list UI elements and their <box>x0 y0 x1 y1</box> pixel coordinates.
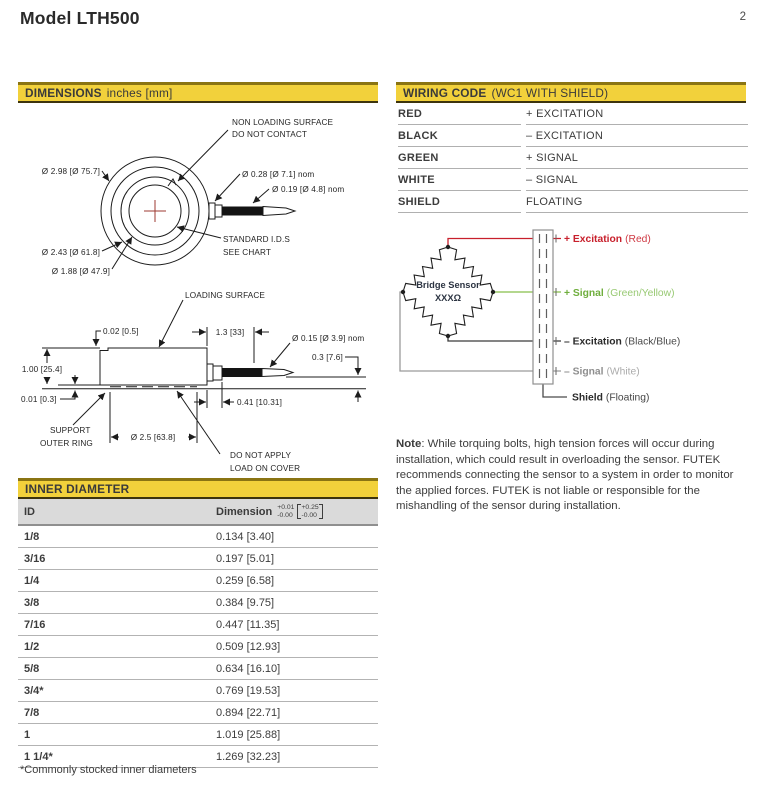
svg-text:DO NOT CONTACT: DO NOT CONTACT <box>232 130 308 139</box>
dimensions-units: inches [mm] <box>106 86 173 100</box>
wire-function: – SIGNAL <box>526 169 748 191</box>
wiring-row <box>398 169 748 191</box>
connector-length-label: 0.41 [10.31] <box>237 398 283 407</box>
id-value: 3/16 <box>18 548 214 570</box>
pos-signal-label: + Signal (Green/Yellow) <box>564 288 675 299</box>
inner-diameter-row <box>18 548 378 570</box>
cable-jacket <box>533 230 553 384</box>
cable-tip <box>263 207 295 216</box>
sensor-body <box>100 348 207 385</box>
id-value: 1 1/4* <box>18 746 214 768</box>
top-view-drawing <box>42 118 345 276</box>
wire-color: GREEN <box>398 147 521 169</box>
dimension-value: 0.509 [12.93] <box>214 636 378 658</box>
page-title: Model LTH500 <box>20 8 140 28</box>
wiring-row <box>398 147 748 169</box>
dimension-value: 0.384 [9.75] <box>214 592 378 614</box>
dimensions-section-header <box>18 82 378 103</box>
neg-excitation-label: – Excitation (Black/Blue) <box>564 336 681 348</box>
dimension-value: 0.447 [11.35] <box>214 614 378 636</box>
page-number: 2 <box>739 11 746 23</box>
bridge-ohms-label: XXXΩ <box>434 293 462 303</box>
table-footnote: *Commonly stocked inner diameters <box>20 764 197 776</box>
inner-diameter-row <box>18 525 378 548</box>
id-value: 5/8 <box>18 658 214 680</box>
wire-color: RED <box>398 103 521 125</box>
wiring-row <box>398 191 748 213</box>
installation-note: Note: While torquing bolts, high tension forces will occur during installation, which could result in overloading the sensor. FUTEK recommends connecting the sensor to a system in order to monitor the applied forces. FUTEK is not liable or responsible for the mishandling of the sensor during installation. <box>396 438 734 513</box>
dimension-value: 1.269 [32.23] <box>214 746 378 768</box>
id-column-header: ID <box>18 499 214 525</box>
dimension-column-header: Dimension +0.01 -0.00 +0.25 -0.00 <box>214 499 378 525</box>
inner-diameter-table <box>18 499 378 768</box>
dimensions-title: DIMENSIONS <box>25 86 102 100</box>
cable-height-label: 0.3 [7.6] <box>312 353 343 362</box>
dimension-value: 0.634 [16.10] <box>214 658 378 680</box>
id-value: 1/2 <box>18 636 214 658</box>
mid-diameter-label: Ø 2.43 [Ø 61.8] <box>41 248 100 257</box>
cable-clearance-label: 1.3 [33] <box>215 328 245 337</box>
dimension-value: 0.197 [5.01] <box>214 548 378 570</box>
inner-diameter-row <box>18 570 378 592</box>
outer-diameter-label: Ø 2.98 [Ø 75.7] <box>41 167 100 176</box>
inner-diameter-section-header <box>18 478 378 499</box>
id-value: 7/8 <box>18 702 214 724</box>
id-value: 3/4* <box>18 680 214 702</box>
inner-diameter-row <box>18 680 378 702</box>
cable-dia-label: Ø 0.15 [Ø 3.9] nom <box>292 334 365 343</box>
neg-signal-label: – Signal (White) <box>564 366 640 378</box>
svg-text:OUTER RING: OUTER RING <box>40 439 93 448</box>
pos-excitation-label: + Excitation (Red) <box>564 234 651 245</box>
cover-dia-label: Ø 2.5 [63.8] <box>130 433 176 442</box>
inner-diameter-label: Ø 1.88 [Ø 47.9] <box>51 267 110 276</box>
wire-function: FLOATING <box>526 191 748 213</box>
inner-diameter-row <box>18 592 378 614</box>
cable-sleeve <box>222 207 263 216</box>
svg-text:LOAD ON COVER: LOAD ON COVER <box>230 464 301 473</box>
wiring-code-sub: (WC1 WITH SHIELD) <box>491 86 609 100</box>
id-value: 1/4 <box>18 570 214 592</box>
id-value: 1 <box>18 724 214 746</box>
non-loading-label: NON LOADING SURFACE <box>232 118 334 127</box>
inner-diameter-row <box>18 724 378 746</box>
connector-diameter-label: Ø 0.28 [Ø 7.1] nom <box>242 170 315 179</box>
wire-color: SHIELD <box>398 191 521 213</box>
shield-label: Shield (Floating) <box>572 392 650 404</box>
loading-surface-label: LOADING SURFACE <box>185 291 266 300</box>
wire-color: WHITE <box>398 169 521 191</box>
id-value: 1/8 <box>18 525 214 548</box>
connector-nut <box>209 203 215 219</box>
wiring-code-title: WIRING CODE <box>403 86 487 100</box>
dimension-value: 0.894 [22.71] <box>214 702 378 724</box>
cover-warning-label: DO NOT APPLY <box>230 451 292 460</box>
id-value: 7/16 <box>18 614 214 636</box>
cable-diameter-label: Ø 0.19 [Ø 4.8] nom <box>272 185 345 194</box>
wiring-code-section-header <box>396 82 746 103</box>
bridge-sensor-label: Bridge Sensor <box>416 280 480 290</box>
dimension-value: 0.134 [3.40] <box>214 525 378 548</box>
wire-function: + EXCITATION <box>526 103 748 125</box>
tolerance-mm: +0.25 -0.00 <box>297 504 322 518</box>
dimension-value: 1.019 [25.88] <box>214 724 378 746</box>
note-label: Note <box>396 438 422 450</box>
dimension-value: 0.769 [19.53] <box>214 680 378 702</box>
wiring-code-table <box>393 103 753 213</box>
standard-ids-label: STANDARD I.D.S <box>223 235 290 244</box>
wire-color: BLACK <box>398 125 521 147</box>
wiring-row <box>398 125 748 147</box>
inner-diameter-row <box>18 614 378 636</box>
inner-diameter-row <box>18 658 378 680</box>
step-height-label: 0.02 [0.5] <box>103 327 139 336</box>
dimension-drawings <box>18 105 378 475</box>
shield-wire <box>543 384 567 397</box>
inner-diameter-title: INNER DIAMETER <box>25 482 130 496</box>
svg-text:SEE CHART: SEE CHART <box>223 248 272 257</box>
wiring-row <box>398 103 748 125</box>
inner-diameter-header-row <box>18 499 378 525</box>
wire-function: – EXCITATION <box>526 125 748 147</box>
wire-function: + SIGNAL <box>526 147 748 169</box>
side-view-drawing <box>21 291 366 473</box>
bottom-gap-label: 0.01 [0.3] <box>21 395 57 404</box>
inner-diameter-row <box>18 636 378 658</box>
id-value: 3/8 <box>18 592 214 614</box>
bridge-wiring-diagram <box>396 222 746 420</box>
body-height-label: 1.00 [25.4] <box>21 365 63 374</box>
dimension-value: 0.259 [6.58] <box>214 570 378 592</box>
inner-diameter-row <box>18 702 378 724</box>
tolerance-inches: +0.01 -0.00 <box>277 504 295 519</box>
support-label: SUPPORT <box>50 426 91 435</box>
